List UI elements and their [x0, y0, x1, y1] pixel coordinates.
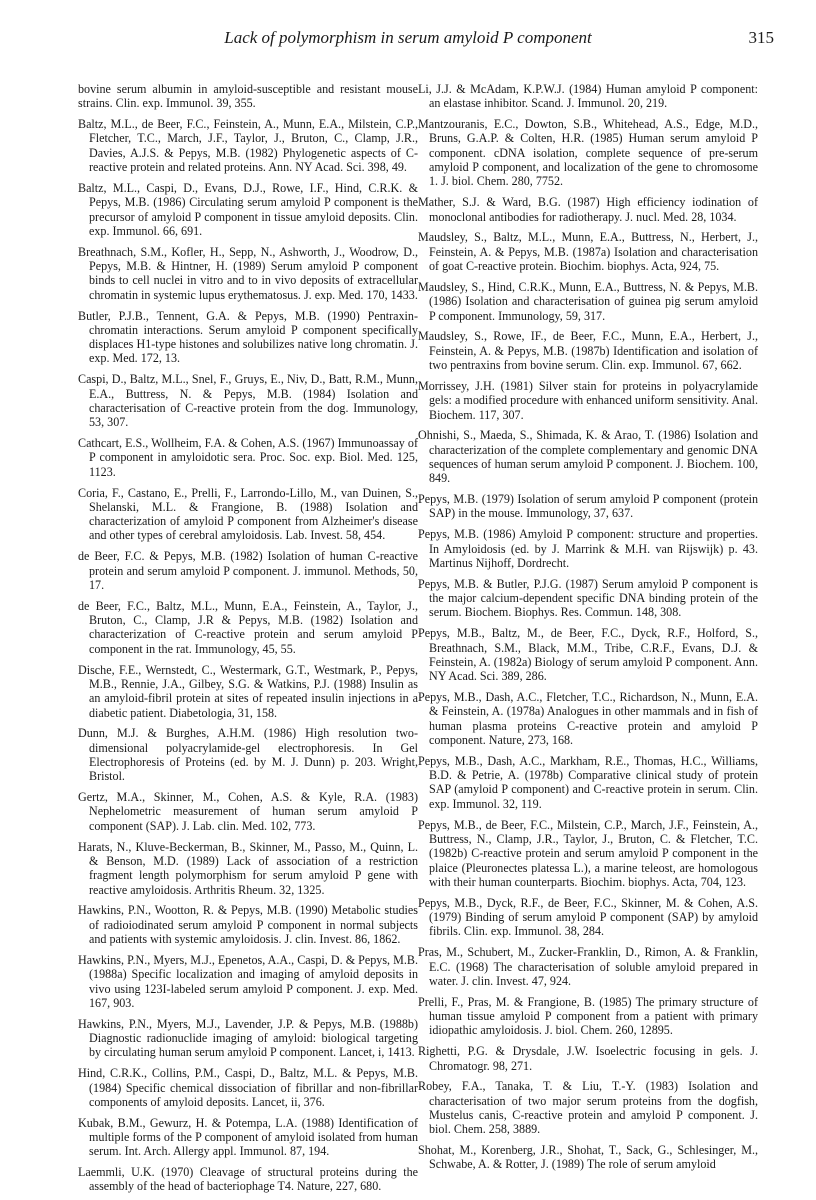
reference-entry: Prelli, F., Pras, M. & Frangione, B. (1985) The primary structure of human tissue amyloid P component from a patient with primary idiopathic amyloidosis. J. biol. Chem. 260, 12895. [418, 994, 758, 1038]
reference-entry: Breathnach, S.M., Kofler, H., Sepp, N., Ashworth, J., Woodrow, D., Pepys, M.B. & Hintner, H. (1989) Serum amyloid P component binds to cell nuclei in vitro and to in vivo deposits of extracellular chromatin in systemic lupus erythematosus. J. exp. Med. 170, 1433. [78, 244, 418, 302]
reference-entry: Maudsley, S., Rowe, IF., de Beer, F.C., Munn, E.A., Herbert, J., Feinstein, A. & Pepys, M.B. (1987b) Identification and isolation of two pentraxins from bovine serum. Clin. exp. Immunol. 67, 662. [418, 329, 758, 373]
reference-entry: Pepys, M.B., de Beer, F.C., Milstein, C.P., March, J.F., Feinstein, A., Buttress, N., Clamp, J.R., Taylor, J., Bruton, C. & Fletcher, T.C. (1982b) C-reactive protein and serum amyloid P component in the plaice (Pleuronectes platessa L.), a marine teleost, are homologous with their human counterparts. Biochim. biophys. Acta, 704, 123. [418, 817, 758, 889]
reference-entry: Hawkins, P.N., Myers, M.J., Epenetos, A.A., Caspi, D. & Pepys, M.B. (1988a) Specific localization and imaging of amyloid deposits in vivo using 123I-labeled serum amyloid P component. J. exp. Med. 167, 903. [78, 952, 418, 1010]
reference-entry: Dunn, M.J. & Burghes, A.H.M. (1986) High resolution two-dimensional polyacrylamide-gel electrophoresis. In Gel Electrophoresis of Proteins (ed. by M. J. Dunn) p. 203. Wright, Bristol. [78, 726, 418, 784]
reference-entry: de Beer, F.C. & Pepys, M.B. (1982) Isolation of human C-reactive protein and serum amyloid P component. J. immunol. Methods, 50, 17. [78, 549, 418, 592]
reference-entry: Pepys, M.B. (1979) Isolation of serum amyloid P component (protein SAP) in the mouse. Immunology, 37, 637. [418, 492, 758, 521]
reference-entry: Caspi, D., Baltz, M.L., Snel, F., Gruys, E., Niv, D., Batt, R.M., Munn, E.A., Buttress, N. & Pepys, M.B. (1984) Isolation and characterisation of C-reactive protein from the dog. Immunology, 53, 307. [78, 372, 418, 430]
reference-entry: Mantzouranis, E.C., Dowton, S.B., Whitehead, A.S., Edge, M.D., Bruns, G.A.P. & Colten, H.R. (1985) Human serum amyloid P component. cDNA isolation, complete sequence of pre-serum amyloid P component, and localization of the gene to chromosome 1. J. biol. Chem. 280, 7752. [418, 117, 758, 189]
reference-entry: Harats, N., Kluve-Beckerman, B., Skinner, M., Passo, M., Quinn, L. & Benson, M.D. (1989) Lack of association of a restriction fragment length polymorphism for serum amyloid P gene with reactive amyloidosis. Arthritis Rheum. 32, 1325. [78, 839, 418, 897]
running-title: Lack of polymorphism in serum amyloid P component [224, 28, 592, 47]
reference-entry: Pras, M., Schubert, M., Zucker-Franklin, D., Rimon, A. & Franklin, E.C. (1968) The characterisation of soluble amyloid prepared in water. J. clin. Invest. 47, 924. [418, 945, 758, 988]
right-column [418, 82, 758, 1178]
reference-entry: Pepys, M.B. (1986) Amyloid P component: structure and properties. In Amyloidosis (ed. by J. Marrink & M.H. van Rijswijk) p. 43. Martinus Nijhoff, Dordrecht. [418, 527, 758, 570]
left-column [78, 82, 418, 1200]
reference-entry: Butler, P.J.B., Tennent, G.A. & Pepys, M.B. (1990) Pentraxin-chromatin interactions. Serum amyloid P component specifically displaces H1-type histones and solubilizes native long chromatin. J. exp. Med. 172, 13. [78, 308, 418, 366]
reference-entry: Hawkins, P.N., Myers, M.J., Lavender, J.P. & Pepys, M.B. (1988b) Diagnostic radionuclide imaging of amyloid: biological targeting by circulating human serum amyloid P component. Lancet, i, 1413. [78, 1016, 418, 1060]
reference-entry: Pepys, M.B. & Butler, P.J.G. (1987) Serum amyloid P component is the major calcium-dependent specific DNA binding protein of the serum. Biochem. Biophys. Res. Commun. 148, 308. [418, 576, 758, 620]
running-header [0, 28, 816, 50]
reference-entry: Laemmli, U.K. (1970) Cleavage of structural proteins during the assembly of the head of bacteriophage T4. Nature, 227, 680. [78, 1165, 418, 1194]
reference-entry: Hawkins, P.N., Wootton, R. & Pepys, M.B. (1990) Metabolic studies of radioiodinated serum amyloid P component in normal subjects and patients with systemic amyloidosis. J. clin. Invest. 86, 1862. [78, 903, 418, 947]
reference-entry: Ohnishi, S., Maeda, S., Shimada, K. & Arao, T. (1986) Isolation and characterization of the complete complementary and genomic DNA sequences of human serum amyloid P component. J. Biochem. 100, 849. [418, 428, 758, 486]
reference-entry: Mather, S.J. & Ward, B.G. (1987) High efficiency iodination of monoclonal antibodies for radiotherapy. J. nucl. Med. 28, 1034. [418, 195, 758, 224]
reference-entry: Gertz, M.A., Skinner, M., Cohen, A.S. & Kyle, R.A. (1983) Nephelometric measurement of human serum amyloid P component (SAP). J. Lab. clin. Med. 102, 773. [78, 790, 418, 833]
reference-entry: Dische, F.E., Wernstedt, C., Westermark, G.T., Westmark, P., Pepys, M.B., Rennie, J.A., Gilbey, S.G. & Watkins, P.J. (1988) Insulin as an amyloid-fibril protein at sites of repeated insulin injections in a diabetic patient. Diabetologia, 31, 158. [78, 662, 418, 720]
reference-entry: Morrissey, J.H. (1981) Silver stain for proteins in polyacrylamide gels: a modified procedure with enhanced uniform sensitivity. Anal. Biochem. 117, 307. [418, 378, 758, 422]
reference-entry: Coria, F., Castano, E., Prelli, F., Larrondo-Lillo, M., van Duinen, S., Shelanski, M.L. & Frangione, B. (1988) Isolation and characterization of amyloid P component from Alzheimer's disease and other types of cerebral amyloidosis. Lab. Invest. 58, 454. [78, 485, 418, 543]
reference-entry: bovine serum albumin in amyloid-susceptible and resistant mouse strains. Clin. exp. Immunol. 39, 355. [78, 82, 418, 111]
reference-entry: Shohat, M., Korenberg, J.R., Shohat, T., Sack, G., Schlesinger, M., Schwabe, A. & Rotter, J. (1989) The role of serum amyloid [418, 1143, 758, 1172]
reference-entry: Maudsley, S., Baltz, M.L., Munn, E.A., Buttress, N., Herbert, J., Feinstein, A. & Pepys, M.B. (1987a) Isolation and characterisation of goat C-reactive protein. Biochim. biophys. Acta, 924, 75. [418, 230, 758, 274]
reference-entry: Pepys, M.B., Dash, A.C., Markham, R.E., Thomas, H.C., Williams, B.D. & Petrie, A. (1978b) Comparative clinical study of protein SAP (amyloid P component) and C-reactive protein in serum. Clin. exp. Immunol. 32, 119. [418, 753, 758, 811]
reference-entry: Cathcart, E.S., Wollheim, F.A. & Cohen, A.S. (1967) Immunoassay of P component in amyloidotic sera. Proc. Soc. exp. Biol. Med. 125, 1123. [78, 436, 418, 479]
reference-entry: Maudsley, S., Hind, C.R.K., Munn, E.A., Buttress, N. & Pepys, M.B. (1986) Isolation and characterisation of guinea pig serum amyloid P component. Immunology, 59, 317. [418, 279, 758, 323]
reference-entry: Kubak, B.M., Gewurz, H. & Potempa, L.A. (1988) Identification of multiple forms of the P component of amyloid isolated from human serum. Int. Arch. Allergy appl. Immunol. 87, 194. [78, 1115, 418, 1159]
reference-entry: Pepys, M.B., Dyck, R.F., de Beer, F.C., Skinner, M. & Cohen, A.S. (1979) Binding of serum amyloid P component (SAP) by amyloid fibrils. Clin. exp. Immunol. 38, 284. [418, 895, 758, 939]
reference-entry: Robey, F.A., Tanaka, T. & Liu, T.-Y. (1983) Isolation and characterisation of two major serum proteins from the dogfish, Mustelus canis, C-reactive protein and amyloid P component. J. biol. Chem. 258, 3889. [418, 1079, 758, 1137]
reference-entry: Baltz, M.L., de Beer, F.C., Feinstein, A., Munn, E.A., Milstein, C.P., Fletcher, T.C., March, J.F., Taylor, J., Bruton, C., Clamp, J.R., Davies, A.J.S. & Pepys, M.B. (1982) Phylogenetic aspects of C-reactive protein and related proteins. Ann. NY Acad. Sci. 398, 49. [78, 117, 418, 175]
reference-entry: Baltz, M.L., Caspi, D., Evans, D.J., Rowe, I.F., Hind, C.R.K. & Pepys, M.B. (1986) Circulating serum amyloid P component is the precursor of amyloid P component in tissue amyloid deposits. Clin. exp. Immunol. 66, 691. [78, 180, 418, 238]
reference-entry: Pepys, M.B., Dash, A.C., Fletcher, T.C., Richardson, N., Munn, E.A. & Feinstein, A. (1978a) Analogues in other mammals and in fish of human plasma proteins C-reactive protein and amyloid P component. Nature, 273, 168. [418, 690, 758, 747]
reference-entry: Pepys, M.B., Baltz, M., de Beer, F.C., Dyck, R.F., Holford, S., Breathnach, S.M., Black, M.M., Tribe, C.R.F., Evans, D.J. & Feinstein, A. (1982a) Biology of serum amyloid P component. Ann. NY Acad. Sci. 389, 286. [418, 626, 758, 684]
reference-entry: de Beer, F.C., Baltz, M.L., Munn, E.A., Feinstein, A., Taylor, J., Bruton, C., Clamp, J.R & Pepys, M.B. (1982) Isolation and characterization of C-reactive protein and serum amyloid P component in the rat. Immunology, 45, 55. [78, 598, 418, 656]
page-number: 315 [748, 28, 774, 47]
reference-entry: Li, J.J. & McAdam, K.P.W.J. (1984) Human amyloid P component: an elastase inhibitor. Scand. J. Immunol. 20, 219. [418, 82, 758, 111]
reference-entry: Hind, C.R.K., Collins, P.M., Caspi, D., Baltz, M.L. & Pepys, M.B. (1984) Specific chemical dissociation of fibrillar and non-fibrillar components of amyloid deposits. Lancet, ii, 376. [78, 1066, 418, 1109]
reference-entry: Righetti, P.G. & Drysdale, J.W. Isoelectric focusing in gels. J. Chromatogr. 98, 271. [418, 1044, 758, 1073]
